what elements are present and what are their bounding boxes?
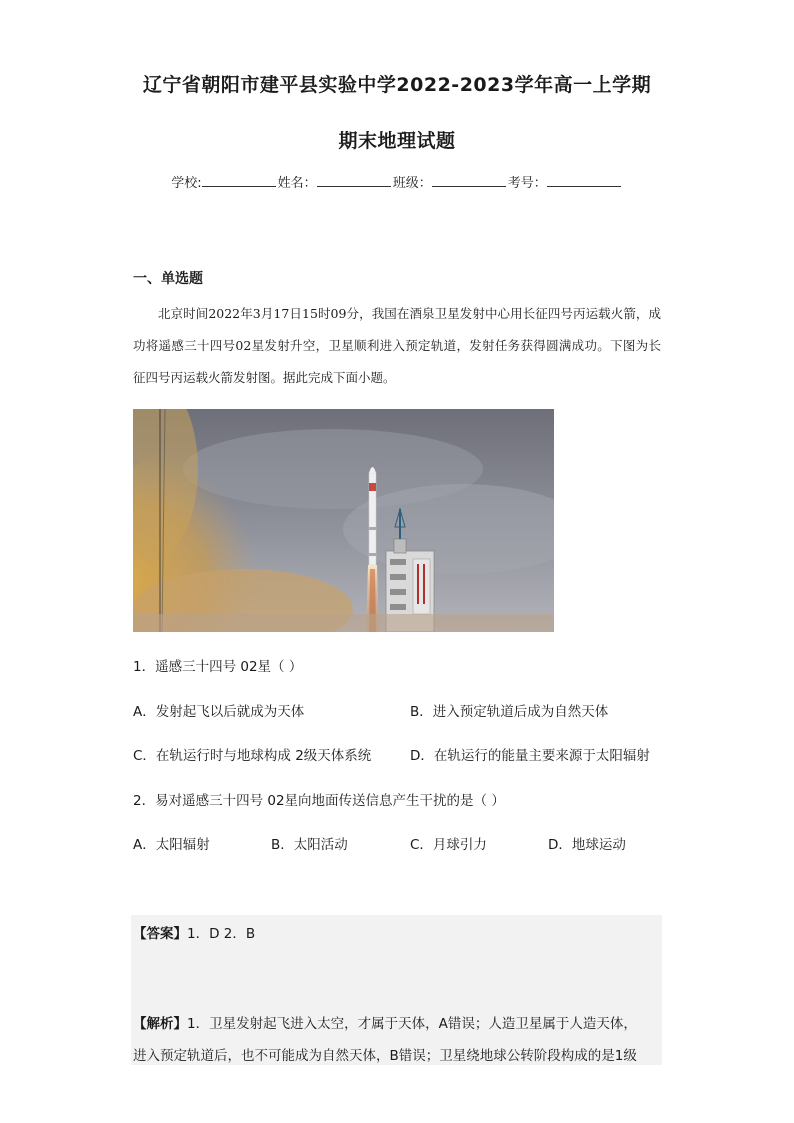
section-title: 一、单选题 xyxy=(133,271,203,287)
title-line-2: 期末地理试题 xyxy=(338,130,456,152)
analysis-line-2: 进入预定轨道后，也不可能成为自然天体，B错误；卫星绕地球公转阶段构成的是1级 xyxy=(133,1048,637,1064)
analysis-text-1: 1．卫星发射起飞进入太空，才属于天体，A错误；人造卫星属于人造天体， xyxy=(187,1016,637,1032)
q2-option-d: D．地球运动 xyxy=(548,837,626,853)
q1-option-d: D．在轨运行的能量主要来源于太阳辐射 xyxy=(410,748,650,764)
answer-line xyxy=(133,922,255,942)
rocket-launch-photo xyxy=(133,409,554,632)
answer-label: 【答案】 xyxy=(133,926,187,942)
analysis-line-1 xyxy=(133,1012,637,1032)
title-line-1: 辽宁省朝阳市建平县实验中学2022-2023学年高一上学期 xyxy=(142,74,652,96)
q2-option-b: B．太阳活动 xyxy=(271,837,348,853)
q1-option-b: B．进入预定轨道后成为自然天体 xyxy=(410,704,609,720)
name-label: 姓名： xyxy=(277,176,317,191)
student-info-line xyxy=(0,172,794,191)
q1-option-c: C．在轨运行时与地球构成 2级天体系统 xyxy=(133,748,372,764)
exam-no-label: 考号： xyxy=(507,176,547,191)
analysis-label: 【解析】 xyxy=(133,1016,187,1032)
exam-no-blank xyxy=(547,174,621,187)
question-1-stem: 1．遥感三十四号 02星（ ） xyxy=(133,659,303,675)
passage: 北京时间2022年3月17日15时09分，我国在酒泉卫星发射中心用长征四号丙运载火箭，成功将遥感三十四号02星发射升空，卫星顺利进入预定轨道，发射任务获得圆满成功。下图为长征四号丙运载火箭发射图。据此完成下面小题。 xyxy=(133,306,661,385)
school-label: 学校: xyxy=(171,176,202,191)
question-2-stem: 2．易对遥感三十四号 02星向地面传送信息产生干扰的是（ ） xyxy=(133,793,505,809)
q2-option-a: A．太阳辐射 xyxy=(133,837,210,853)
q2-option-c: C．月球引力 xyxy=(410,837,487,853)
name-blank xyxy=(317,174,391,187)
answer-text: 1．D 2．B xyxy=(187,926,256,942)
class-label: 班级： xyxy=(392,176,432,191)
q1-option-a: A．发射起飞以后就成为天体 xyxy=(133,704,305,720)
class-blank xyxy=(432,174,506,187)
school-blank xyxy=(202,174,276,187)
